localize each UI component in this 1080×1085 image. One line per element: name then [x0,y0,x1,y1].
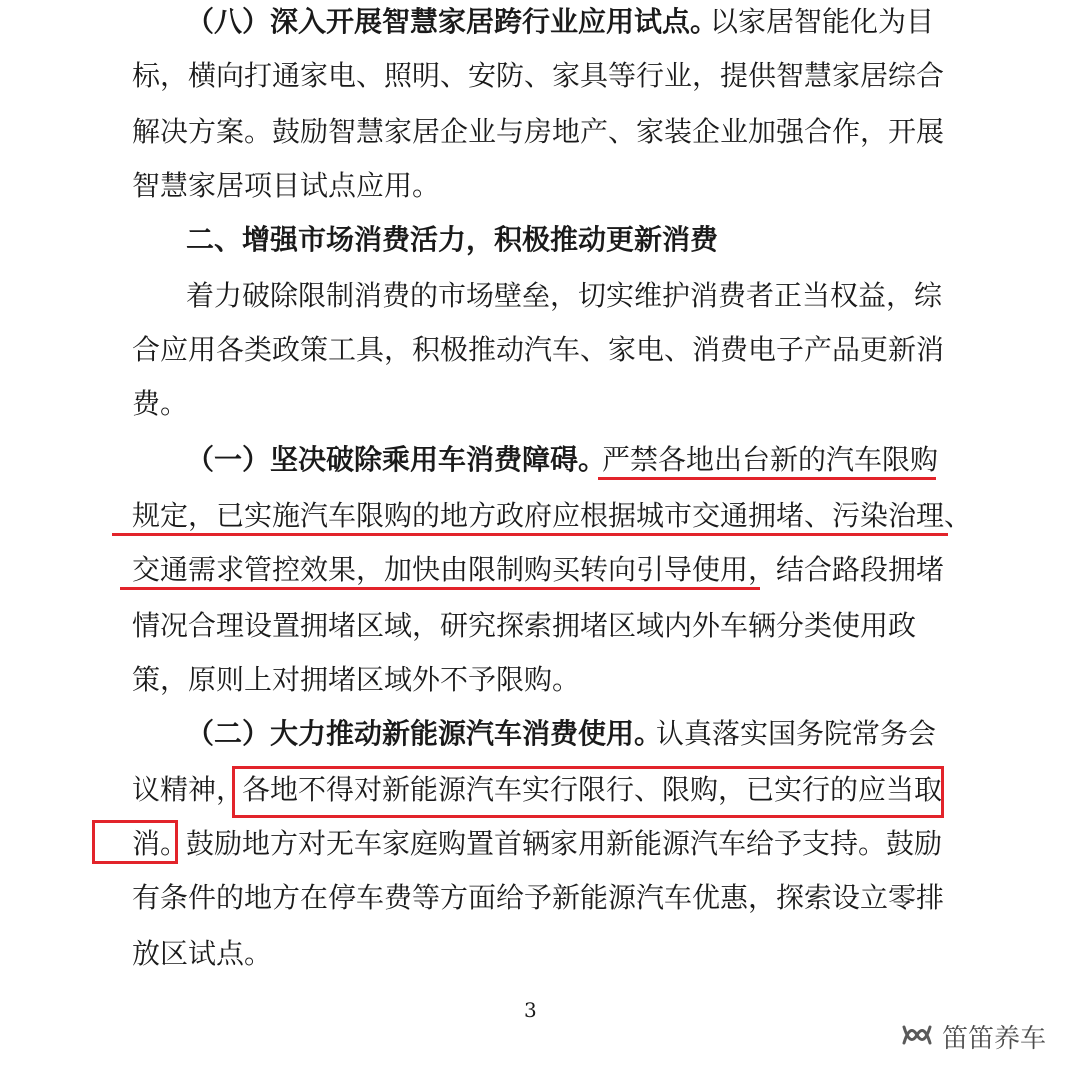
watermark-text: 笛笛养车 [941,1023,1046,1054]
item-1-text: 交通需求管控效果，加快由限制购买转向引导使用，结合路段拥堵 [132,553,945,586]
item-2-text-boxed: 各地不得对新能源汽车实行限行、限购，已实行的应当取 [242,773,943,806]
section-2-heading-line [0,212,1080,268]
para-8-line-1 [0,0,1080,50]
para-8-line-3 [0,104,1080,160]
item-2-text: 有条件的地方在停车费等方面给予新能源汽车优惠，探索设立零排 [132,881,945,914]
item-2-line-5 [0,926,1080,982]
section-2-text: 费。 [132,387,189,420]
wechat-channel-icon [900,1021,934,1051]
red-underline [120,587,760,590]
item-1-line-5 [0,652,1080,708]
para-8-text: 标，横向打通家电、照明、安防、家具等行业，提供智慧家居综合 [132,59,945,92]
para-8-text: 以家居智能化为目 [710,5,935,38]
item-2-text: 认真落实国务院常务会 [656,717,937,750]
page-number: 3 [524,998,537,1022]
watermark [900,1014,1046,1058]
section-2-line-1 [0,268,1080,324]
item-2-text: 鼓励地方对无车家庭购置首辆家用新能源汽车给予支持。鼓励 [186,827,943,860]
item-1-text-highlighted: 规定，已实施汽车限购的地方政府应根据城市交通拥堵、污染治理、 [132,499,973,532]
item-1-heading: （一）坚决破除乘用车消费障碍。 [186,443,607,476]
section-2-text: 合应用各类政策工具，积极推动汽车、家电、消费电子产品更新消 [132,333,945,366]
item-2-text: 议精神， [132,773,245,806]
item-1-line-4 [0,598,1080,654]
para-8-text: 解决方案。鼓励智慧家居企业与房地产、家装企业加强合作，开展 [132,115,945,148]
red-highlight-box [92,820,178,864]
section-2-text: 着力破除限制消费的市场壁垒，切实维护消费者正当权益，综 [186,279,943,312]
para-8-text: 智慧家居项目试点应用。 [132,169,441,202]
item-1-text: 策，原则上对拥堵区域外不予限购。 [132,663,581,696]
red-highlight-box [232,766,944,818]
para-8-line-2 [0,48,1080,104]
item-2-text: 放区试点。 [132,937,273,970]
item-2-heading: （二）大力推动新能源汽车消费使用。 [186,717,663,750]
section-2-line-3 [0,376,1080,432]
red-underline [112,533,948,536]
section-2-line-2 [0,322,1080,378]
item-2-line-4 [0,870,1080,926]
section-2-heading: 二、增强市场消费活力，积极推动更新消费 [186,223,719,256]
item-2-text-boxed: 消。 [132,827,189,860]
para-8-heading: （八）深入开展智慧家居跨行业应用试点。 [186,5,719,38]
para-8-line-4 [0,158,1080,214]
item-1-text: 情况合理设置拥堵区域，研究探索拥堵区域内外车辆分类使用政 [132,609,917,642]
item-2-line-1 [0,706,1080,762]
item-1-text-highlighted: 严禁各地出台新的汽车限购 [602,443,939,476]
red-underline [598,477,936,480]
